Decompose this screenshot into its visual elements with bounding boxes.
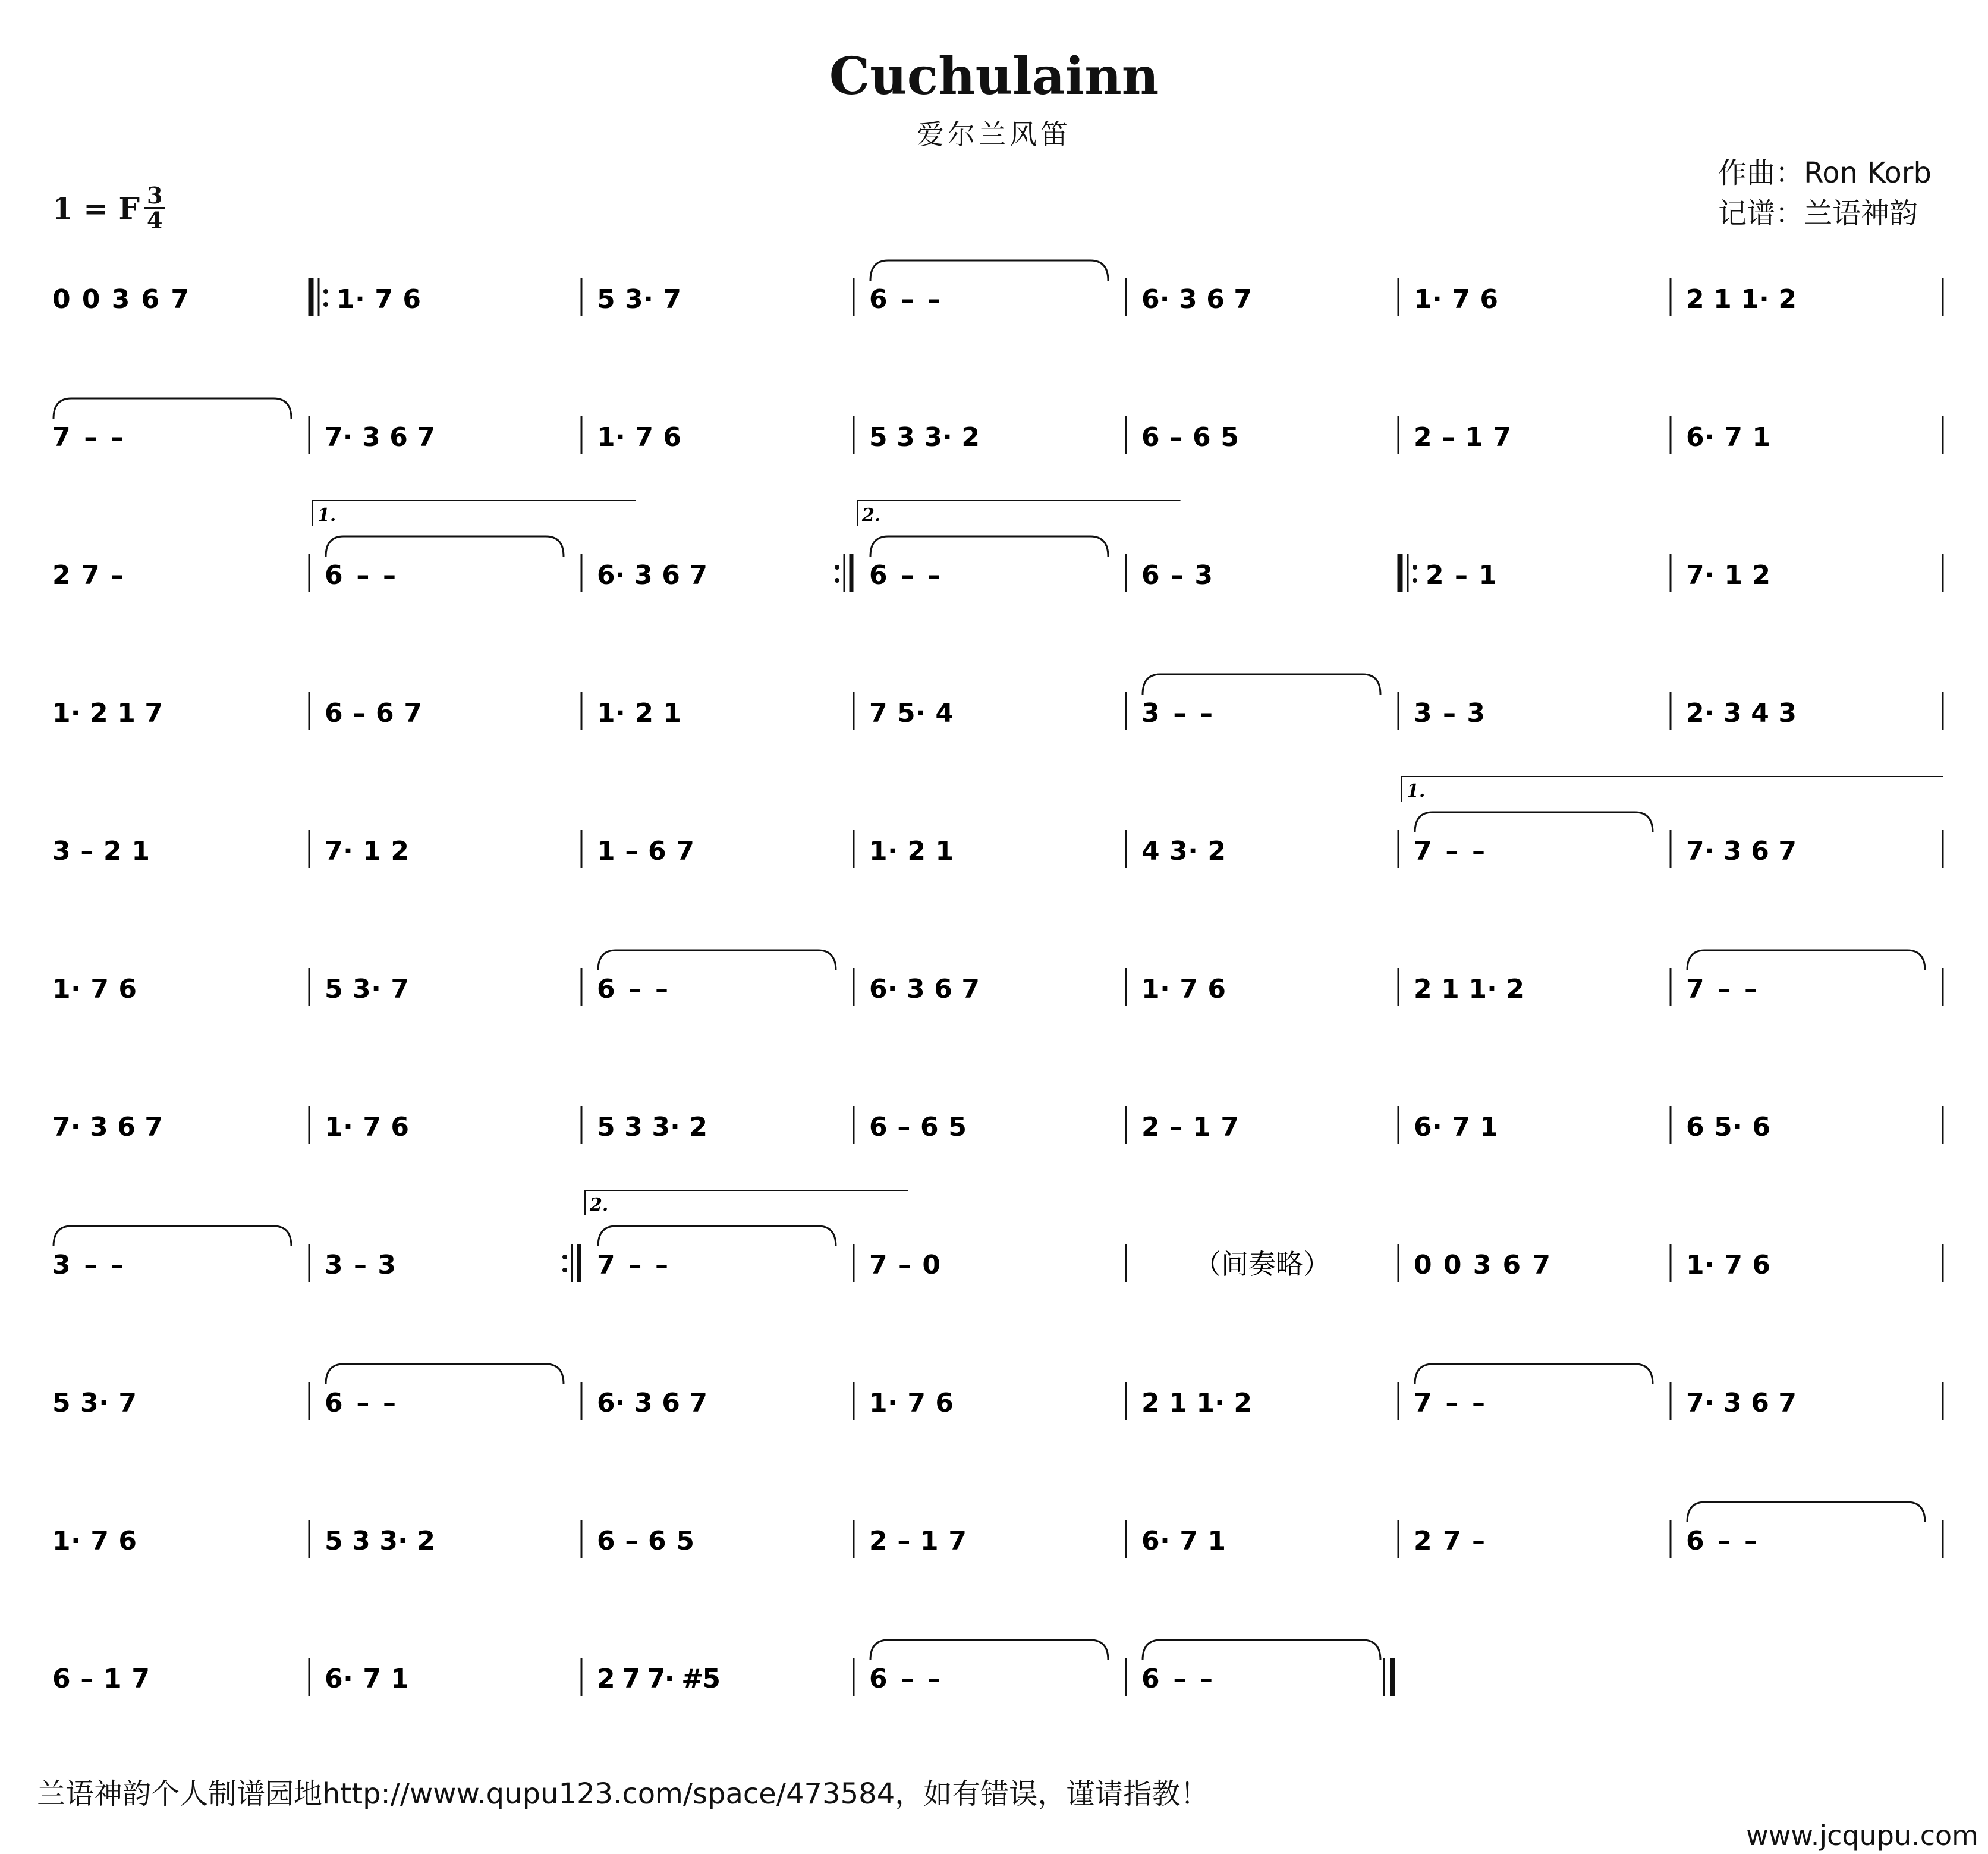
measure-notes: 2 1 1· 2 xyxy=(1141,1388,1252,1418)
measure-notes: 6· 7 1 xyxy=(1686,422,1770,452)
measure xyxy=(1141,830,1398,868)
volta-number: 1. xyxy=(317,505,336,526)
measure xyxy=(1141,1382,1398,1420)
measure xyxy=(597,1520,854,1558)
measure-notes: 6· 3 6 7 xyxy=(597,1388,707,1418)
measure-notes: 6· 3 6 7 xyxy=(869,974,980,1004)
measure xyxy=(52,1658,309,1696)
measure-notes: 1 – 6 7 xyxy=(597,836,694,866)
measure-notes: 1· 7 6 xyxy=(1414,284,1498,315)
score-line-3 xyxy=(52,501,1943,592)
measure-notes: 2 7 – xyxy=(1414,1526,1485,1556)
measure xyxy=(52,1382,309,1420)
volta-number: 2. xyxy=(862,505,881,526)
time-numerator: 3 xyxy=(144,184,165,209)
measure xyxy=(325,1244,579,1282)
measure-notes: 7 – – xyxy=(597,1250,668,1280)
score-subtitle: 爱尔兰风笛 xyxy=(917,118,1071,150)
measure xyxy=(1414,692,1671,730)
measure xyxy=(597,278,854,316)
measure xyxy=(1686,1244,1943,1282)
measure-notes: 6· 7 1 xyxy=(1141,1526,1226,1556)
measure xyxy=(1686,416,1943,454)
slur xyxy=(1687,950,1925,970)
measure-notes: 1· 7 6 xyxy=(325,1112,409,1142)
measure xyxy=(52,1226,309,1282)
measure-notes: 1· 7 6 xyxy=(1141,974,1226,1004)
measure-notes: 5 3 3· 2 xyxy=(325,1526,435,1556)
measure xyxy=(597,830,854,868)
measure-notes: 7· 3 6 7 xyxy=(1686,1388,1797,1418)
measure-notes: 6 – – xyxy=(325,560,396,590)
repeat-dot xyxy=(562,1255,567,1259)
measure-notes: 2 1 1· 2 xyxy=(1414,974,1524,1004)
measure xyxy=(597,950,854,1006)
measure xyxy=(869,830,1126,868)
measure-notes: 1· 7 6 xyxy=(336,284,421,315)
measure xyxy=(857,501,1181,592)
measure-notes: 6 – – xyxy=(869,560,940,590)
measure xyxy=(597,1106,854,1144)
measure-notes: 1· 7 6 xyxy=(52,1526,137,1556)
measure-notes: 2 – 1 7 xyxy=(1414,422,1511,452)
measure xyxy=(325,830,581,868)
measure-notes: 1· 7 6 xyxy=(1686,1250,1770,1280)
footer-note[interactable]: 兰语神韵个人制谱园地http://www.qupu123.com/space/473584，如有错误，谨请指教！ xyxy=(37,1777,1209,1811)
measure xyxy=(869,1640,1126,1696)
time-denominator: 4 xyxy=(147,207,163,234)
measure-notes: 0 0 3 6 7 xyxy=(52,284,189,315)
slur xyxy=(1687,1502,1925,1522)
measure xyxy=(325,968,581,1006)
measure xyxy=(1402,777,1943,868)
score-line-11 xyxy=(52,1640,1392,1696)
measure xyxy=(1686,692,1943,730)
measure xyxy=(869,1520,1126,1558)
score-line-7 xyxy=(52,1106,1943,1144)
repeat-dot xyxy=(562,1268,567,1272)
volta-bracket xyxy=(585,1190,908,1215)
measure xyxy=(52,554,309,592)
measure-notes: 2 – 1 7 xyxy=(869,1526,967,1556)
measure-notes: 2 7 – xyxy=(52,560,124,590)
measure xyxy=(325,692,581,730)
measure xyxy=(869,1106,1126,1144)
measure xyxy=(1141,1106,1398,1144)
measure-notes: 5 3· 7 xyxy=(52,1388,137,1418)
measure xyxy=(52,692,309,730)
measure-notes: 2 1 1· 2 xyxy=(1686,284,1797,315)
measure xyxy=(869,692,1126,730)
measure xyxy=(1686,278,1943,316)
score-line-1 xyxy=(52,260,1943,316)
measure-notes: 3 – 3 xyxy=(1414,698,1485,728)
measure-notes: 1· 7 6 xyxy=(52,974,137,1004)
measure-notes: 6 – – xyxy=(1686,1526,1757,1556)
measure xyxy=(597,692,854,730)
measure xyxy=(597,1658,854,1696)
measure-notes: 3 – – xyxy=(1141,698,1213,728)
measure-notes: 6 – 3 xyxy=(1141,560,1213,590)
measure-notes: 0 0 3 6 7 xyxy=(1414,1250,1550,1280)
slur xyxy=(1415,812,1653,832)
measure-notes: 6· 3 6 7 xyxy=(597,560,707,590)
slur xyxy=(54,398,291,419)
measure-notes: 6 – – xyxy=(1141,1664,1213,1694)
measure-notes: 6 – – xyxy=(597,974,668,1004)
measure-notes: 6 – – xyxy=(869,1664,940,1694)
measure xyxy=(1414,278,1671,316)
measure xyxy=(1414,1106,1671,1144)
measure-notes: 6 5· 6 xyxy=(1686,1112,1770,1142)
measure-notes: 6 – 6 5 xyxy=(1141,422,1239,452)
slur xyxy=(54,1226,291,1246)
measure xyxy=(597,1382,854,1420)
measure xyxy=(869,968,1126,1006)
measure-notes: 7· 3 6 7 xyxy=(52,1112,163,1142)
measure xyxy=(869,416,1126,454)
slur xyxy=(1143,1640,1380,1660)
measure-notes: 2· 3 4 3 xyxy=(1686,698,1797,728)
volta-number: 2. xyxy=(590,1195,609,1215)
measure-notes: 3 – 3 xyxy=(325,1250,396,1280)
interlude-note: （间奏略） xyxy=(1194,1248,1330,1280)
measure xyxy=(52,278,309,316)
measure-notes: 5 3 3· 2 xyxy=(597,1112,707,1142)
volta-bracket xyxy=(857,501,1181,526)
measure-notes: 1· 2 1 xyxy=(597,698,681,728)
measure-notes: 6 – 1 7 xyxy=(52,1664,150,1694)
measure xyxy=(52,830,309,868)
measure-notes: 6· 7 1 xyxy=(325,1664,409,1694)
slur xyxy=(1415,1364,1653,1384)
measure-notes: 5 3 3· 2 xyxy=(869,422,980,452)
measure xyxy=(869,260,1126,316)
measure-notes: 2 7 7· #5 xyxy=(597,1664,721,1694)
measure xyxy=(1194,1244,1398,1282)
measure-notes: 1· 7 6 xyxy=(597,422,681,452)
measure xyxy=(1686,554,1943,592)
measure-notes: 6· 3 6 7 xyxy=(1141,284,1252,315)
measure-notes: 7 – – xyxy=(1414,836,1485,866)
composer-credit: 作曲：Ron Korb xyxy=(1718,156,1932,190)
measure-notes: 5 3· 7 xyxy=(597,284,681,315)
measure xyxy=(1414,968,1671,1006)
measure xyxy=(52,398,309,454)
measure xyxy=(597,554,851,592)
score-line-4 xyxy=(52,674,1943,730)
measure xyxy=(325,1658,581,1696)
measure xyxy=(1414,1364,1671,1420)
measure-notes: 7 – – xyxy=(1686,974,1757,1004)
slur xyxy=(870,1640,1108,1660)
score-line-10 xyxy=(52,1502,1943,1558)
measure xyxy=(1686,1106,1943,1144)
score-line-9 xyxy=(52,1364,1943,1420)
measure xyxy=(52,968,309,1006)
volta-bracket xyxy=(1402,777,1943,802)
measure xyxy=(325,1106,581,1144)
measure xyxy=(325,1520,581,1558)
repeat-dot xyxy=(323,289,328,294)
measure-notes: 3 – – xyxy=(52,1250,124,1280)
measure xyxy=(1401,554,1671,592)
measure-notes: 7 – – xyxy=(52,422,124,452)
measure-notes: 1· 7 6 xyxy=(869,1388,954,1418)
measure xyxy=(325,416,581,454)
measure xyxy=(52,1520,309,1558)
measure xyxy=(1141,674,1398,730)
measure xyxy=(1141,554,1398,592)
slur xyxy=(1143,674,1380,695)
measure xyxy=(52,1106,309,1144)
slur xyxy=(598,950,836,970)
repeat-dot xyxy=(835,565,839,570)
slur xyxy=(326,536,564,557)
measure xyxy=(869,1382,1126,1420)
measure xyxy=(1141,1520,1398,1558)
measure-notes: 6 – 6 5 xyxy=(597,1526,694,1556)
measure-notes: 4 3· 2 xyxy=(1141,836,1226,866)
measure-notes: 7· 3 6 7 xyxy=(1686,836,1797,866)
measure xyxy=(597,416,854,454)
slur xyxy=(870,536,1108,557)
measure-notes: 6· 7 1 xyxy=(1414,1112,1498,1142)
score-line-6 xyxy=(52,950,1943,1006)
measure xyxy=(1686,830,1943,868)
measure-notes: 7· 3 6 7 xyxy=(325,422,435,452)
measure-notes: 7 5· 4 xyxy=(869,698,954,728)
measure xyxy=(1414,1520,1671,1558)
measure xyxy=(869,1244,1126,1282)
measure xyxy=(313,501,636,592)
measure xyxy=(1141,1640,1392,1696)
measure-notes: 6 – – xyxy=(325,1388,396,1418)
measure-notes: 6 – – xyxy=(869,284,940,315)
measure-notes: 3 – 2 1 xyxy=(52,836,150,866)
score-line-8 xyxy=(52,1190,1943,1282)
measure xyxy=(1141,278,1398,316)
measure-notes: 2 – 1 7 xyxy=(1141,1112,1239,1142)
volta-bracket xyxy=(313,501,636,526)
measure-notes: 5 3· 7 xyxy=(325,974,409,1004)
repeat-dot xyxy=(835,578,839,583)
transcriber-credit: 记谱：兰语神韵 xyxy=(1718,197,1918,230)
measure xyxy=(312,278,581,316)
measure-notes: 6 – 6 5 xyxy=(869,1112,967,1142)
measure-notes: 1· 2 1 xyxy=(869,836,954,866)
measure xyxy=(1686,950,1943,1006)
measure xyxy=(585,1190,908,1282)
volta-number: 1. xyxy=(1407,781,1426,802)
score-line-2 xyxy=(52,398,1943,454)
repeat-dot xyxy=(1413,565,1417,570)
measure-notes: 1· 2 1 7 xyxy=(52,698,163,728)
key-label: 1 = F xyxy=(52,190,140,226)
site-watermark[interactable]: www.jcqupu.com xyxy=(1746,1820,1978,1852)
slur xyxy=(870,260,1108,281)
slur xyxy=(326,1364,564,1384)
score-title: Cuchulainn xyxy=(829,46,1159,106)
measure-notes: 7· 1 2 xyxy=(1686,560,1770,590)
measure-notes: 7 – 0 xyxy=(869,1250,940,1280)
measure xyxy=(1141,968,1398,1006)
measure xyxy=(1414,416,1671,454)
measure xyxy=(1686,1382,1943,1420)
repeat-dot xyxy=(323,302,328,307)
measure-notes: 2 – 1 xyxy=(1426,560,1497,590)
measure xyxy=(1141,416,1398,454)
slur xyxy=(598,1226,836,1246)
measure-notes: 7 – – xyxy=(1414,1388,1485,1418)
score-line-5 xyxy=(52,777,1943,868)
measure xyxy=(1414,1244,1671,1282)
measure-notes: 6 – 6 7 xyxy=(325,698,422,728)
measure xyxy=(1686,1502,1943,1558)
measure-notes: 7· 1 2 xyxy=(325,836,409,866)
repeat-dot xyxy=(1413,578,1417,583)
measure xyxy=(325,1364,581,1420)
